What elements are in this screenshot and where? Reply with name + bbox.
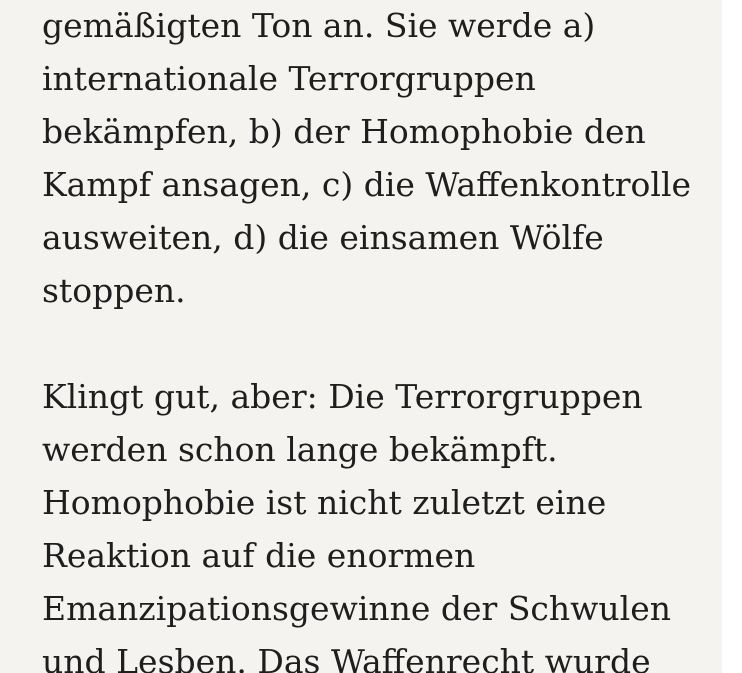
text-line: und Lesben. Das Waffenrecht wurde [42, 642, 651, 673]
text-line: werden schon lange bekämpft. [42, 430, 558, 469]
page-edge [722, 0, 742, 673]
text-line: Emanzipationsgewinne der Schwulen [42, 589, 671, 628]
text-line: ausweiten, d) die einsamen Wölfe [42, 218, 604, 257]
text-line: gemäßigten Ton an. Sie werde a) [42, 6, 596, 45]
text-line: internationale Terrorgruppen [42, 59, 536, 98]
text-line: Kampf ansagen, c) die Waffenkontrolle [42, 165, 692, 204]
paragraph-2 [42, 370, 712, 673]
text-line: Homophobie ist nicht zuletzt eine [42, 483, 607, 522]
article-body [42, 0, 712, 673]
paragraph-1 [42, 0, 712, 317]
text-line: Klingt gut, aber: Die Terrorgruppen [42, 377, 643, 416]
text-line: stoppen. [42, 271, 186, 310]
text-line: Reaktion auf die enormen [42, 536, 476, 575]
paragraph-spacer [42, 317, 712, 370]
text-line: bekämpfen, b) der Homophobie den [42, 112, 646, 151]
